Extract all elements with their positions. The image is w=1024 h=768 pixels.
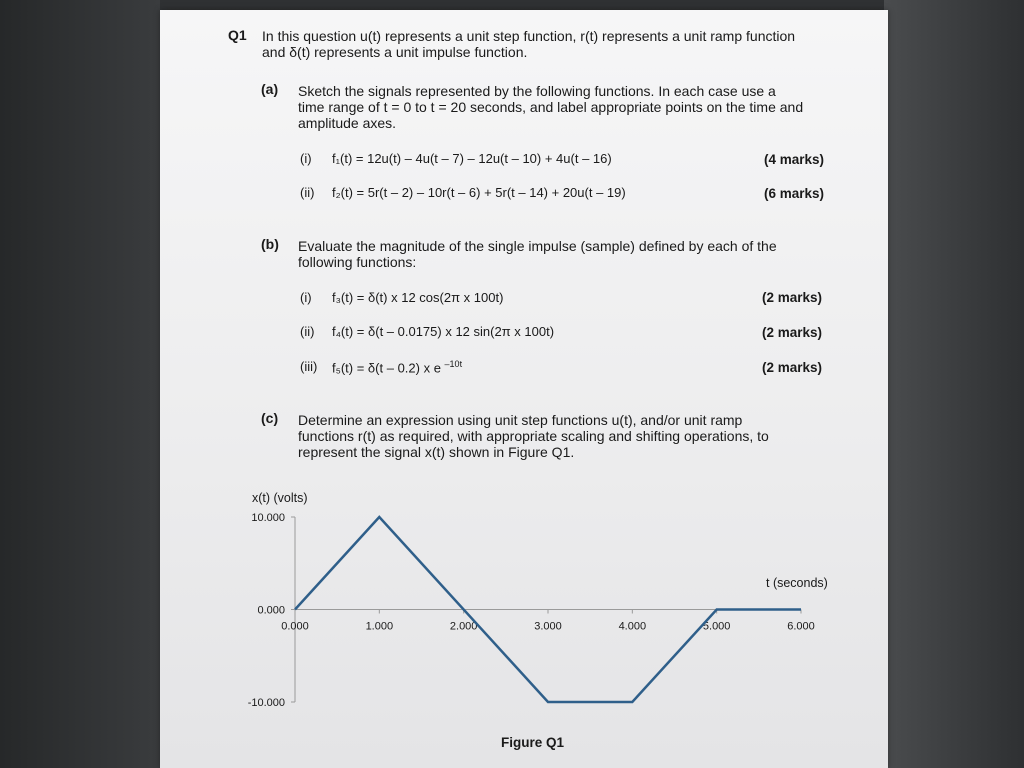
chart-x-tick-label: 1.000 [365,620,394,633]
chart-x-tick-label: 0.000 [281,620,309,633]
part-a-item1-number: (i) [300,151,312,166]
part-b-text-line2: following functions: [298,254,417,270]
part-b-item2-formula: f₄(t) = δ(t – 0.0175) x 12 sin(2π x 100t) [332,324,555,339]
part-b-item3-number: (iii) [300,359,318,374]
part-b-label: (b) [261,236,279,252]
part-a-item2-formula: f₂(t) = 5r(t – 2) – 10r(t – 6) + 5r(t – 14) + 20u(t – 19) [332,185,626,200]
part-b-item2-number: (ii) [300,324,315,339]
part-c-text-line2: functions r(t) as required, with appropriate scaling and shifting operations, to [298,428,769,444]
background-right [884,0,1024,768]
question-intro-line1: In this question u(t) represents a unit step function, r(t) represents a unit ramp function [262,28,796,44]
chart-x-tick-label: 2.000 [449,620,478,633]
part-a-text-line1: Sketch the signals represented by the following functions. In each case use a [298,83,776,99]
part-a-text-line3: amplitude axes. [298,115,397,131]
chart-y-tick-label: -10.000 [247,697,285,709]
part-a-item1-marks: (4 marks) [763,152,824,167]
part-a-label: (a) [261,81,279,97]
part-b-item1-marks: (2 marks) [761,290,822,305]
part-b-item2-marks: (2 marks) [761,325,822,340]
question-number: Q1 [228,27,247,43]
part-b-item3-formula-base: f₅(t) = δ(t – 0.2) x e [332,360,441,376]
part-a-item2-marks: (6 marks) [763,186,824,201]
question-intro-line2: and δ(t) represents a unit impulse function. [262,44,528,60]
part-b-item1-formula: f₃(t) = δ(t) x 12 cos(2π x 100t) [332,290,504,305]
chart-y-axis-label: x(t) (volts) [252,491,308,505]
part-b-text-line1: Evaluate the magnitude of the single impulse (sample) defined by each of the [298,238,777,254]
part-b-item1-number: (i) [300,290,312,305]
chart-x-axis-label: t (seconds) [766,576,828,590]
part-c-label: (c) [261,410,279,426]
part-a-item2-number: (ii) [300,185,315,200]
chart-y-tick-label: 0.000 [257,604,285,617]
part-c-text-line1: Determine an expression using unit step functions u(t), and/or unit ramp [298,412,743,428]
part-c-text-line3: represent the signal x(t) shown in Figure Q1. [298,444,575,460]
chart-x-tick-label: 3.000 [534,620,562,633]
figure-caption: Figure Q1 [501,735,565,750]
chart-y-tick-label: 10.000 [251,512,285,524]
part-b-item3-marks: (2 marks) [761,360,822,375]
figure-q1-chart [160,10,888,768]
chart-x-tick-label: 4.000 [618,620,647,633]
background-left [0,0,160,768]
chart-x-tick-label: 6.000 [787,620,815,633]
part-a-item1-formula: f₁(t) = 12u(t) – 4u(t – 7) – 12u(t – 10) + 4u(t – 16) [332,151,612,166]
part-a-text-line2: time range of t = 0 to t = 20 seconds, and label appropriate points on the time and [298,99,804,115]
exam-page [160,10,888,768]
chart-x-tick-label: 5.000 [702,620,731,633]
part-b-item3-formula-exponent: –10t [444,359,463,369]
